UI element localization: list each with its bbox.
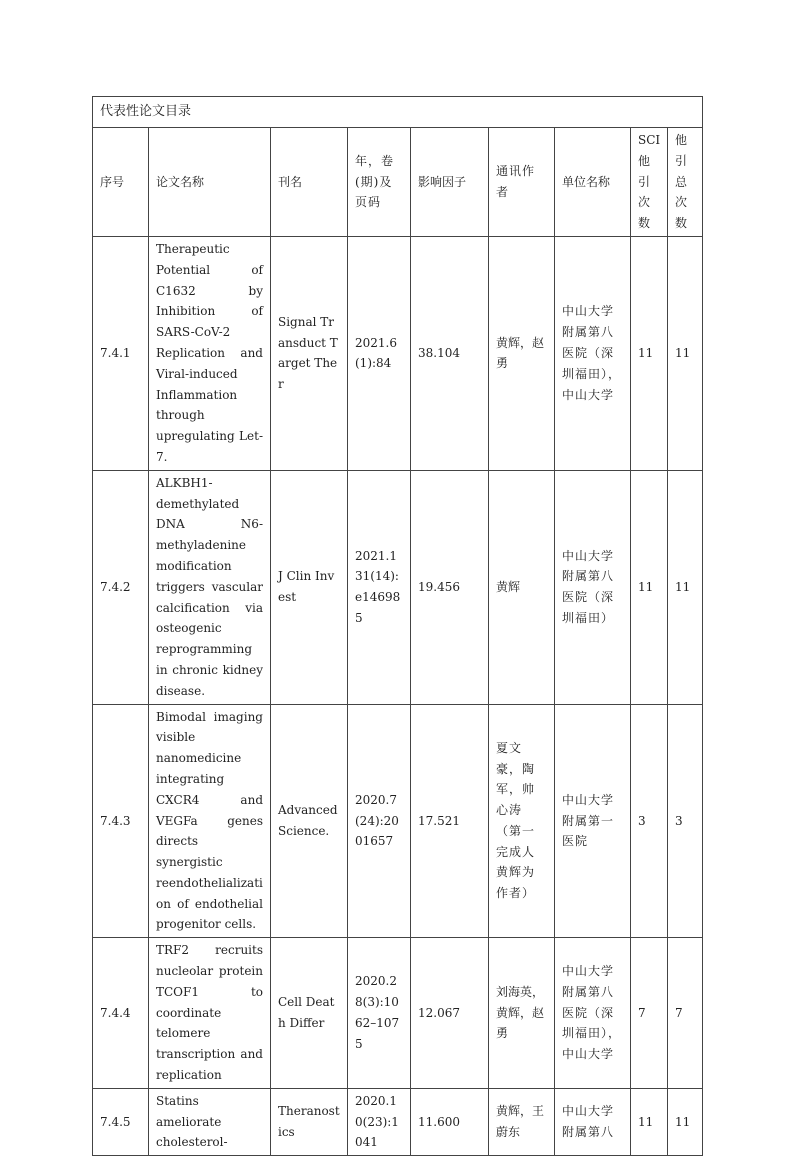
row-sci-citations: 11	[631, 470, 668, 704]
row-index: 7.4.1	[93, 236, 149, 470]
row-journal: J Clin Invest	[271, 470, 348, 704]
row-index: 7.4.3	[93, 704, 149, 938]
header-title: 论文名称	[149, 128, 271, 237]
row-year: 2020.28(3):1062–1075	[348, 938, 411, 1089]
row-impact: 11.600	[411, 1088, 489, 1155]
row-sci-citations: 11	[631, 236, 668, 470]
row-index: 7.4.2	[93, 470, 149, 704]
row-author: 黄辉	[489, 470, 555, 704]
row-index: 7.4.5	[93, 1088, 149, 1155]
row-total-citations: 3	[668, 704, 703, 938]
header-institution: 单位名称	[555, 128, 631, 237]
header-sci-citations: SCI他引次数	[631, 128, 668, 237]
table-row	[93, 236, 703, 470]
table-row	[93, 470, 703, 704]
row-sci-citations: 11	[631, 1088, 668, 1155]
header-year: 年，卷(期)及页码	[348, 128, 411, 237]
row-journal: Cell Death Differ	[271, 938, 348, 1089]
row-title: Therapeutic Potential of C1632 by Inhibition of SARS-CoV-2 Replication and Viral-induced Inflammation through upregulating Let-7.	[149, 236, 271, 470]
row-impact: 17.521	[411, 704, 489, 938]
header-author: 通讯作者	[489, 128, 555, 237]
header-journal: 刊名	[271, 128, 348, 237]
table-caption: 代表性论文目录	[93, 97, 703, 128]
header-total-citations: 他引总次数	[668, 128, 703, 237]
row-year: 2021.6(1):84	[348, 236, 411, 470]
row-year: 2021.131(14):e146985	[348, 470, 411, 704]
row-author: 刘海英，黄辉，赵勇	[489, 938, 555, 1089]
header-index: 序号	[93, 128, 149, 237]
publication-table	[92, 96, 703, 1156]
row-author: 黄辉，赵勇	[489, 236, 555, 470]
table-row	[93, 938, 703, 1089]
row-institution: 中山大学附属第八医院（深圳福田）	[555, 470, 631, 704]
row-year: 2020.10(23):1041	[348, 1088, 411, 1155]
row-year: 2020.7(24):2001657	[348, 704, 411, 938]
row-sci-citations: 7	[631, 938, 668, 1089]
row-title: TRF2 recruits nucleolar protein TCOF1 to coordinate telomere transcription and replication	[149, 938, 271, 1089]
row-impact: 19.456	[411, 470, 489, 704]
row-total-citations: 11	[668, 470, 703, 704]
row-total-citations: 7	[668, 938, 703, 1089]
row-journal: Advanced Science.	[271, 704, 348, 938]
row-total-citations: 11	[668, 236, 703, 470]
row-author: 夏文豪，陶军，帅心涛（第一完成人黄辉为作者）	[489, 704, 555, 938]
row-author: 黄辉，王蔚东	[489, 1088, 555, 1155]
row-institution: 中山大学附属第八医院（深圳福田），中山大学	[555, 236, 631, 470]
table-row	[93, 704, 703, 938]
row-journal: Signal Transduct Target Ther	[271, 236, 348, 470]
row-journal: Theranostics	[271, 1088, 348, 1155]
row-title: ALKBH1-demethylated DNA N6-methyladenine modification triggers vascular calcification via osteogenic reprogramming in chronic kidney disease.	[149, 470, 271, 704]
header-row	[93, 128, 703, 237]
row-impact: 12.067	[411, 938, 489, 1089]
header-impact: 影响因子	[411, 128, 489, 237]
row-institution: 中山大学附属第八	[555, 1088, 631, 1155]
row-institution: 中山大学附属第八医院（深圳福田），中山大学	[555, 938, 631, 1089]
row-impact: 38.104	[411, 236, 489, 470]
caption-row	[93, 97, 703, 128]
row-institution: 中山大学附属第一医院	[555, 704, 631, 938]
row-sci-citations: 3	[631, 704, 668, 938]
row-index: 7.4.4	[93, 938, 149, 1089]
row-total-citations: 11	[668, 1088, 703, 1155]
table-row	[93, 1088, 703, 1155]
row-title: Bimodal imaging visible nanomedicine integrating CXCR4 and VEGFa genes directs synergistic reendothelialization of endothelial progenitor cells.	[149, 704, 271, 938]
row-title: Statins ameliorate cholesterol-	[149, 1088, 271, 1155]
